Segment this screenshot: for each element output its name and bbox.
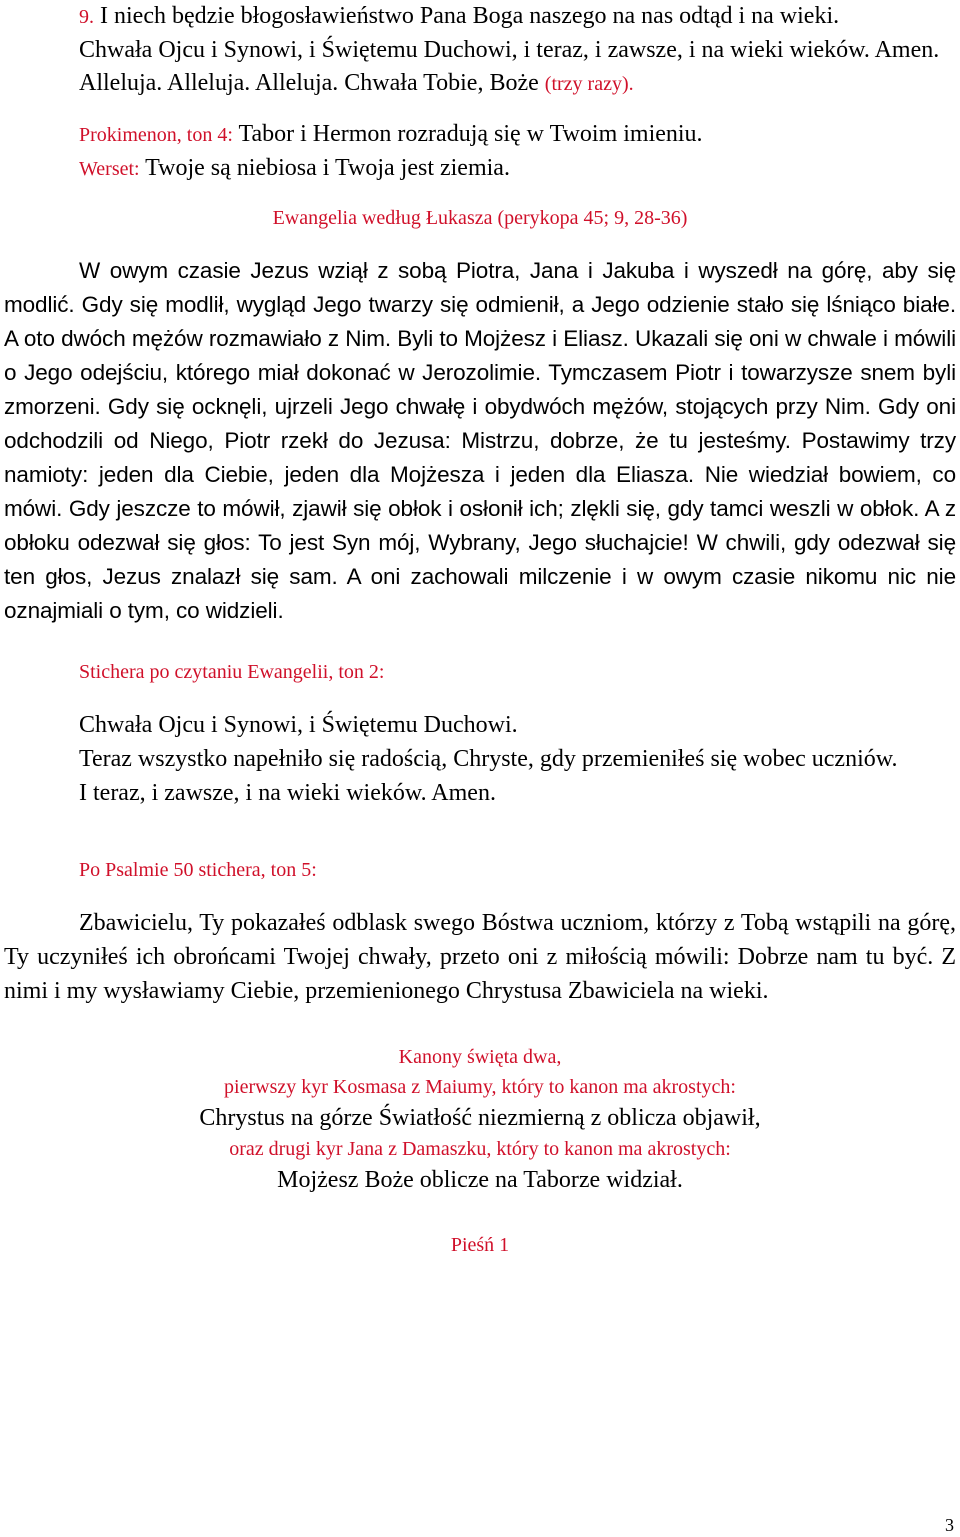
prokimenon-label: Prokimenon, ton 4: <box>79 124 233 146</box>
stichera-line-1: Chwała Ojcu i Synowi, i Świętemu Duchowi. <box>79 712 518 738</box>
psalm50-heading: Po Psalmie 50 stichera, ton 5: <box>79 859 317 881</box>
werset-text: Twoje są niebiosa i Twoja jest ziemia. <box>145 155 510 181</box>
stichera-line-2: Teraz wszystko napełniło się radością, Chryste, gdy przemieniłeś się wobec uczniów. <box>79 746 898 772</box>
kanons-heading: Kanony święta dwa, <box>398 1046 562 1068</box>
kanon-1-acrostic: Chrystus na górze Światłość niezmierną z oblicza objawił, <box>199 1105 761 1131</box>
alleluia-note: (trzy razy). <box>544 73 634 95</box>
verse-9-text: I niech będzie błogosławieństwo Pana Boga naszego na nas odtąd i na wieki. <box>100 3 840 29</box>
document-page <box>4 0 956 1260</box>
alleluia-text: Alleluja. Alleluja. Alleluja. Chwała Tobie, Boże <box>79 70 539 96</box>
kanon-2-intro: oraz drugi kyr Jana z Damaszku, który to kanon ma akrostych: <box>229 1138 731 1160</box>
verse-9 <box>4 0 956 34</box>
prokimenon <box>4 118 956 152</box>
kanon-2-acrostic: Mojżesz Boże oblicze na Taborze widział. <box>277 1167 683 1193</box>
verse-number: 9. <box>79 6 94 28</box>
werset-label: Werset: <box>79 158 140 180</box>
werset <box>4 152 956 186</box>
psalm50-text: Zbawicielu, Ty pokazałeś odblask swego Bóstwa uczniom, którzy z Tobą wstąpili na górę, Ty uczyniłeś ich obrońcami Twojej chwały, przeto oni z miłością mówili: Dobrze nam tu być. Z nimi i my wysławiamy Ciebie, przemienionego Chrystusa Zbawiciela na wieki. <box>4 910 956 1004</box>
ode-heading: Pieśń 1 <box>450 1234 510 1256</box>
gospel-text: W owym czasie Jezus wziął z sobą Piotra, Jana i Jakuba i wyszedł na górę, aby się modlić. Gdy się modlił, wygląd Jego twarzy się odmienił, a Jego odzienie stało się lśniąco białe. A oto dwóch mężów rozmawiało z Nim. Byli to Mojżesz i Eliasz. Ukazali się oni w chwale i mówili o Jego odejściu, którego miał dokonać w Jerozolimie. Tymczasem Piotr i towarzysze snem byli zmorzeni. Gdy się ocknęli, ujrzeli Jego chwałę i obydwóch mężów, stojących przy Nim. Gdy oni odchodzili od Niego, Piotr rzekł do Jezusa: Mistrzu, dobrze, że tu jesteśmy. Postawimy trzy namioty: jeden dla Ciebie, jeden dla Mojżesza i jeden dla Eliasza. Nie wiedział bowiem, co mówi. Gdy jeszcze to mówił, zjawił się obłok i osłonił ich; zlękli się, gdy tamci weszli w obłok. A z obłoku odezwał się głos: To jest Syn mój, Wybrany, Jego słuchajcie! W chwili, gdy odezwał się ten głos, Jezus znalazł się sam. A oni zachowali milczenie i w owym czasie nikomu nic nie oznajmiali o tym, co widzieli. <box>4 258 956 623</box>
stichera-line-3: I teraz, i zawsze, i na wieki wieków. Amen. <box>79 780 496 806</box>
gloria-doxology: Chwała Ojcu i Synowi, i Świętemu Duchowi, i teraz, i zawsze, i na wieki wieków. Amen. <box>79 37 940 63</box>
prokimenon-text: Tabor i Hermon rozradują się w Twoim imieniu. <box>238 121 703 147</box>
gospel-heading: Ewangelia według Łukasza (perykopa 45; 9, 28-36) <box>272 207 688 229</box>
alleluia-line <box>4 67 956 101</box>
stichera-heading: Stichera po czytaniu Ewangelii, ton 2: <box>79 661 385 683</box>
page-number: 3 <box>945 1515 954 1535</box>
kanon-1-intro: pierwszy kyr Kosmasa z Maiumy, który to kanon ma akrostych: <box>224 1076 736 1098</box>
